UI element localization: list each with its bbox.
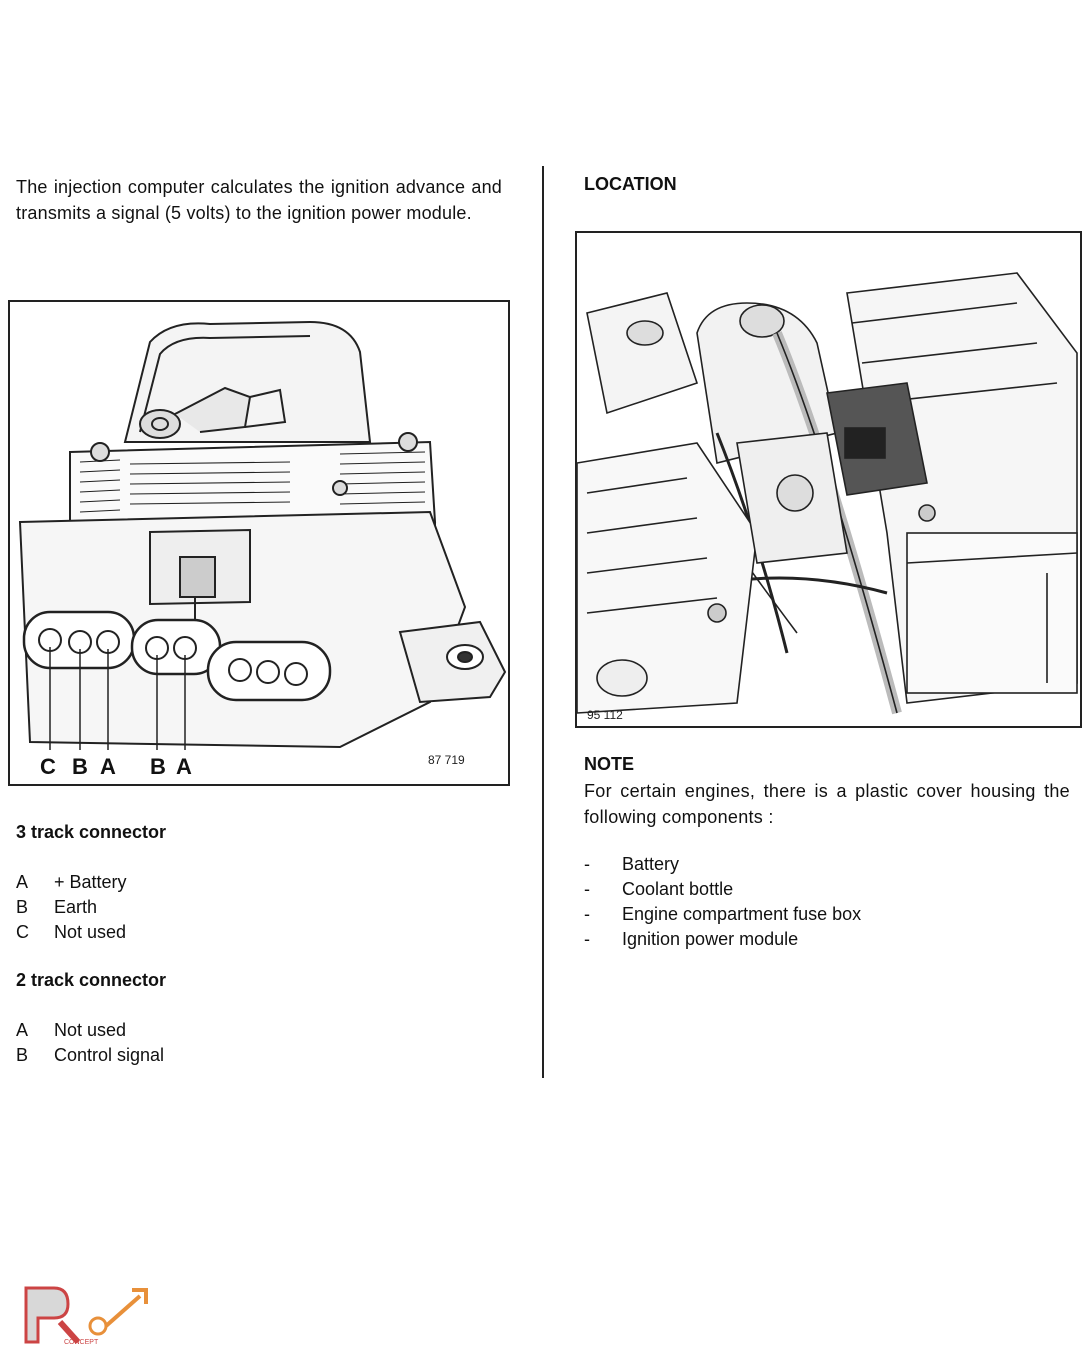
three-track-title: 3 track connector	[16, 822, 167, 842]
bullet: -	[584, 929, 590, 949]
figure-code: 87 719	[428, 753, 465, 767]
connector-pin-label: B	[150, 754, 166, 779]
pin-key: B	[16, 1045, 29, 1065]
list-item	[584, 927, 861, 952]
bullet: -	[584, 904, 590, 924]
list-item	[584, 877, 861, 902]
pin-key: C	[16, 922, 29, 942]
ignition-module-drawing	[10, 302, 508, 784]
pin-value: + Battery	[54, 872, 127, 892]
connector-pin-label: B	[72, 754, 88, 779]
pin-key: A	[16, 1020, 29, 1040]
note-title: NOTE	[584, 754, 635, 774]
two-track-list	[16, 1018, 164, 1068]
connector-pin-label: A	[176, 754, 192, 779]
component-label: Ignition power module	[622, 929, 799, 949]
component-label: Battery	[622, 854, 680, 874]
list-item	[16, 870, 127, 895]
list-item	[16, 1043, 164, 1068]
note-text: For certain engines, there is a plastic cover housing the following components :	[584, 781, 1070, 827]
engine-bay-drawing	[577, 233, 1080, 726]
list-item	[584, 852, 861, 877]
logo-text: CONCEPT	[64, 1339, 99, 1346]
engine-bay-figure	[575, 231, 1082, 728]
bullet: -	[584, 879, 590, 899]
connector-pin-label: C	[40, 754, 56, 779]
list-item	[584, 902, 861, 927]
connector-pin-label: A	[100, 754, 116, 779]
component-label: Coolant bottle	[622, 879, 734, 899]
components-list	[584, 852, 861, 952]
list-item	[16, 1018, 164, 1043]
column-divider	[542, 166, 544, 1078]
pin-value: Not used	[54, 1020, 127, 1040]
pin-value: Not used	[54, 922, 127, 942]
location-title: LOCATION	[584, 174, 677, 194]
pin-value: Earth	[54, 897, 98, 917]
figure-code: 95 112	[587, 708, 623, 722]
two-track-title: 2 track connector	[16, 970, 167, 990]
pin-key: B	[16, 897, 29, 917]
list-item	[16, 920, 127, 945]
pin-key: A	[16, 872, 29, 892]
logo	[20, 1282, 160, 1346]
component-label: Engine compartment fuse box	[622, 904, 862, 924]
bullet: -	[584, 854, 590, 874]
ignition-module-figure	[8, 300, 510, 786]
pin-value: Control signal	[54, 1045, 165, 1065]
three-track-list	[16, 870, 127, 945]
list-item	[16, 895, 127, 920]
intro-paragraph: The injection computer calculates the ignition advance and transmits a signal (5 volts) to the ignition power module.	[16, 177, 502, 223]
logo-mark	[20, 1282, 160, 1346]
